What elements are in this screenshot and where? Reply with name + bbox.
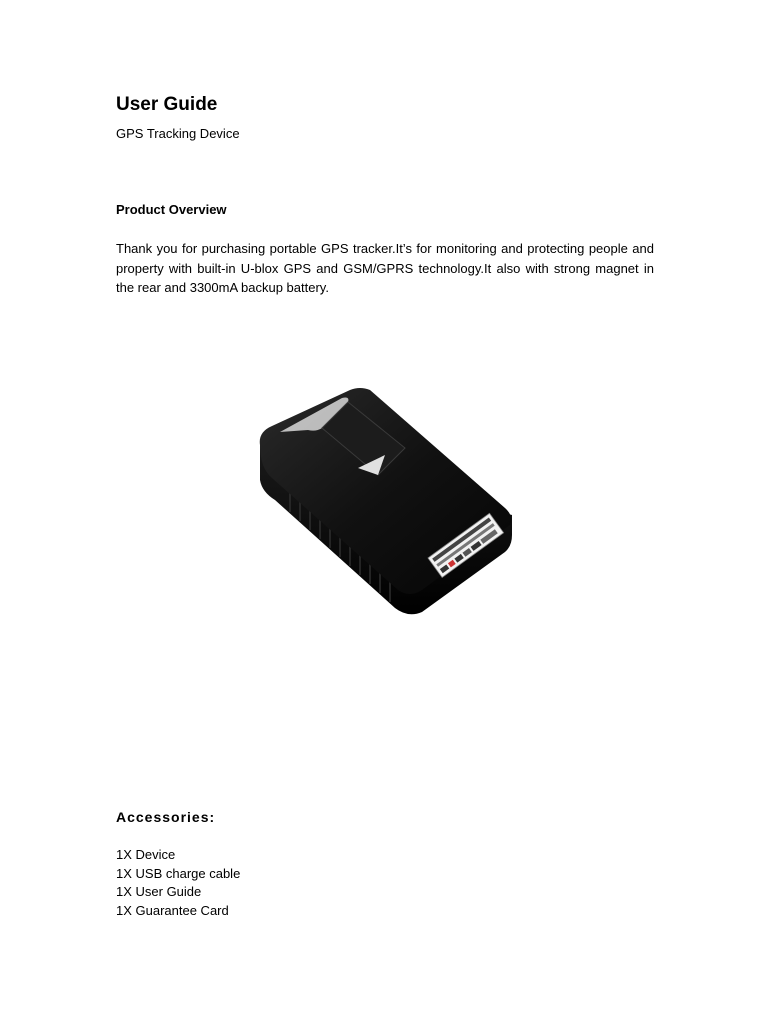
list-item: 1X User Guide xyxy=(116,884,202,900)
page-subtitle: GPS Tracking Device xyxy=(116,126,240,141)
gps-tracker-image xyxy=(250,380,520,625)
accessories-list xyxy=(116,846,240,921)
product-overview-heading: Product Overview xyxy=(116,202,227,217)
accessories-heading: Accessories: xyxy=(116,809,216,825)
list-item: 1X Guarantee Card xyxy=(116,903,229,919)
page-title: User Guide xyxy=(116,94,218,115)
list-item: 1X Device xyxy=(116,847,176,862)
list-item: 1X USB charge cable xyxy=(116,865,241,881)
gps-tracker-illustration xyxy=(250,380,520,625)
product-overview-text: Thank you for purchasing portable GPS tracker.It’s for monitoring and protecting people and property with built-in U-blox GPS and GSM/GPRS technology.It also with strong magnet in the rear and 3300mA backup battery. xyxy=(116,241,654,295)
